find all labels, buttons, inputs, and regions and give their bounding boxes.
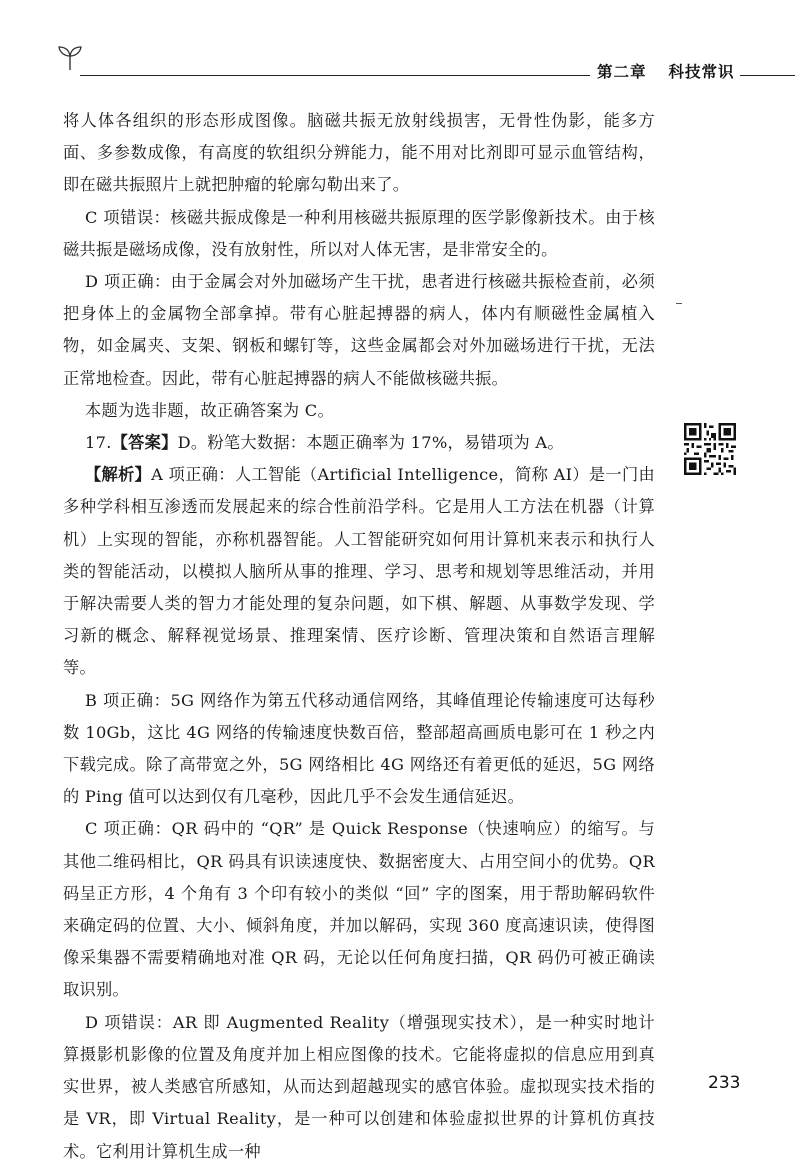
answer-text: D。粉笔大数据：本题正确率为 17%，易错项为 A。 <box>177 433 564 453</box>
paragraph: D 项错误：AR 即 Augmented Reality（增强现实技术），是一种实时地计算摄影机影像的位置及角度并加上相应图像的技术。它能将虚拟的信息应用到真实世界，被人类感官所感知，从而达到超越现实的感官体验。虚拟现实技术指的是 VR，即 Virtual Reality，是一种可以创建和体验虚拟世界的计算机仿真技术。它利用计算机生成一种 <box>63 1012 655 1161</box>
analysis-tag: 【解析】 <box>85 465 152 485</box>
paragraph: C 项错误：核磁共振成像是一种利用核磁共振原理的医学影像新技术。由于核磁共振是磁场成像，没有放射性，所以对人体无害，是非常安全的。 <box>63 207 655 259</box>
leaf-icon <box>57 44 83 72</box>
paragraph: D 项正确：由于金属会对外加磁场产生干扰，患者进行核磁共振检查前，必须把身体上的金属物全部拿掉。带有心脏起搏器的病人，体内有顺磁性金属植入物，如金属夹、支架、钢板和螺钉等，这些金属都会对外加磁场进行干扰，无法正常地检查。因此，带有心脏起搏器的病人不能做核磁共振。 <box>63 272 655 388</box>
header-rule-right <box>740 75 795 76</box>
question-number: 17. <box>85 433 112 453</box>
page-number: 233 <box>708 1073 741 1093</box>
qr-code-icon[interactable] <box>684 423 736 475</box>
chapter-heading <box>597 60 735 82</box>
analysis-text: A 项正确：人工智能（Artificial Intelligence，简称 AI）是一门由多种学科相互渗透而发展起来的综合性前沿学科。它是用人工方法在机器（计算机）上实现的智能，亦称机器智能。人工智能研究如何用计算机来表示和执行人类的智能活动，以模拟人脑所从事的推理、学习、思考和规划等思维活动，并用于解决需要人类的智力才能处理的复杂问题，如下棋、解题、从事数学发现、学习新的概念、解释视觉场景、推理案情、医疗诊断、管理决策和自然语言理解等。 <box>63 465 655 678</box>
page-body <box>63 105 655 1168</box>
chapter-title: 科技常识 <box>668 63 735 81</box>
paragraph: 将人体各组织的形态形成图像。脑磁共振无放射线损害，无骨性伪影，能多方面、多参数成像，有高度的软组织分辨能力，能不用对比剂即可显示血管结构，即在磁共振照片上就把肿瘤的轮廓勾勒出来了。 <box>63 111 655 195</box>
chapter-label: 第二章 <box>597 63 647 81</box>
margin-mark <box>676 303 682 304</box>
paragraph: B 项正确：5G 网络作为第五代移动通信网络，其峰值理论传输速度可达每秒数 10Gb，这比 4G 网络的传输速度快数百倍，整部超高画质电影可在 1 秒之内下载完成。除了高带宽之外，5G 网络相比 4G 网络还有着更低的延迟，5G 网络的 Ping 值可以达到仅有几毫秒，因此几乎不会发生通信延迟。 <box>63 690 655 807</box>
answer-tag: 【答案】 <box>111 433 178 453</box>
analysis-paragraph <box>63 459 655 684</box>
paragraph: C 项正确：QR 码中的 “QR” 是 Quick Response（快速响应）的缩写。与其他二维码相比，QR 码具有识读速度快、数据密度大、占用空间小的优势。QR 码呈正方形，4 个角有 3 个印有较小的类似 “回” 字的图案，用于帮助解码软件来确定码的位置、大小、倾斜角度，并加以解码，实现 360 度高速识读，使得图像采集器不需要精确地对准 QR 码，无论以任何角度扫描，QR 码仍可被正确读取识别。 <box>63 819 655 1000</box>
page-header <box>0 0 800 90</box>
paragraph: 本题为选非题，故正确答案为 C。 <box>85 400 334 420</box>
answer-line <box>63 427 655 459</box>
header-rule-left <box>80 75 590 76</box>
